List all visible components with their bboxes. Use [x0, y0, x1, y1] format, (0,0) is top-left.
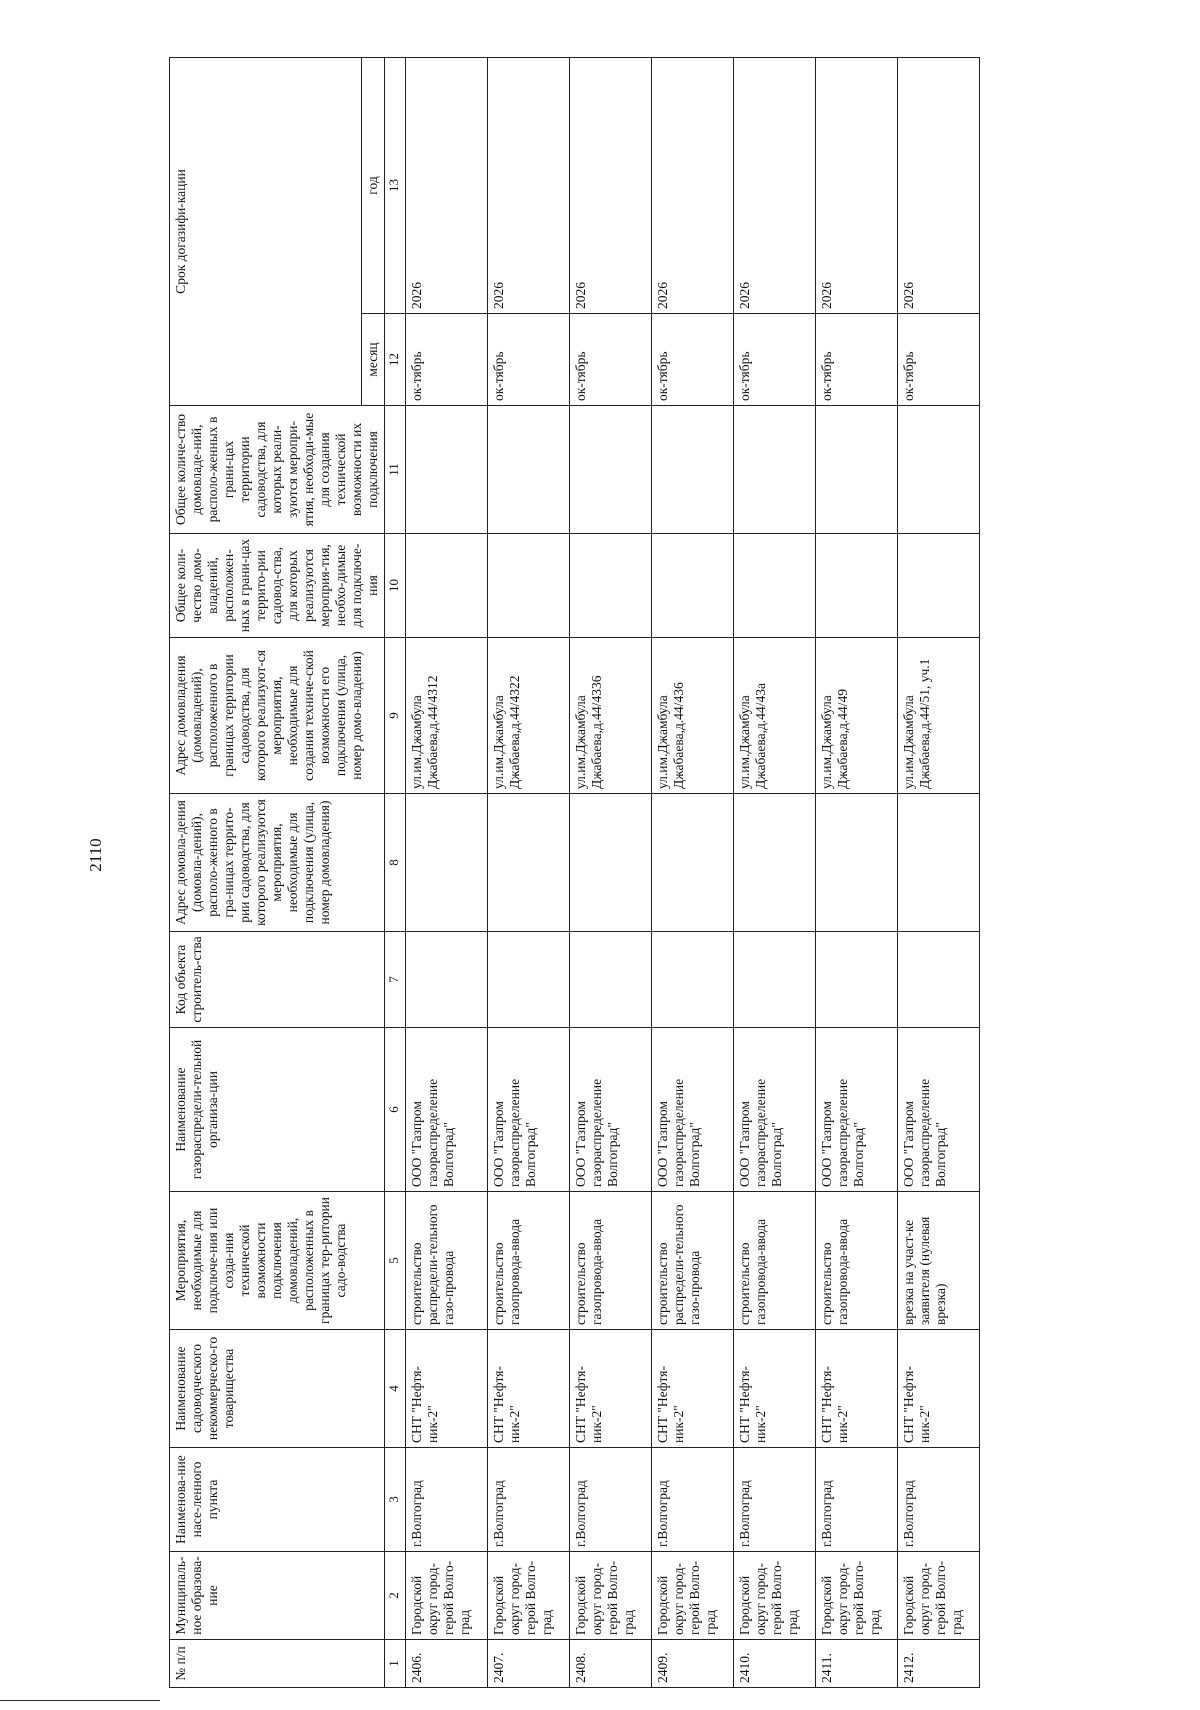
- column-number: 3: [385, 1448, 406, 1552]
- row-count-connection: [406, 534, 488, 638]
- column-number-row: [385, 57, 406, 1687]
- row-address-connection: [652, 794, 734, 932]
- row-count-capability: [734, 406, 816, 534]
- row-snt: СНТ "Нефтя-ник-2": [734, 1330, 816, 1448]
- column-number: 6: [385, 1028, 406, 1192]
- header-snt: Наименование садоводческого некоммерческо-го товарищества: [170, 1330, 385, 1448]
- row-event: строительство распредели-тельного газо-провода: [406, 1192, 488, 1330]
- row-month: ок-тябрь: [898, 314, 980, 406]
- row-address-capability: ул.им.Джамбула Джабаева,д.44/51, уч.1: [898, 638, 980, 794]
- row-object-code: [816, 932, 898, 1028]
- column-number: 13: [385, 57, 406, 313]
- row-count-connection: [488, 534, 570, 638]
- row-object-code: [652, 932, 734, 1028]
- row-organization: ООО "Газпром газораспределение Волгоград": [898, 1028, 980, 1192]
- row-municipality: Городской округ город-герой Волго-град: [816, 1552, 898, 1640]
- row-settlement: г.Волгоград: [406, 1448, 488, 1552]
- row-address-capability: ул.им.Джамбула Джабаева,д.44/4312: [406, 638, 488, 794]
- row-municipality: Городской округ город-герой Волго-град: [734, 1552, 816, 1640]
- row-address-connection: [570, 794, 652, 932]
- row-number: 2411.: [816, 1640, 898, 1688]
- row-count-connection: [652, 534, 734, 638]
- header-month: месяц: [362, 314, 385, 406]
- row-settlement: г.Волгоград: [570, 1448, 652, 1552]
- column-number: 2: [385, 1552, 406, 1640]
- row-organization: ООО "Газпром газораспределение Волгоград": [652, 1028, 734, 1192]
- row-count-capability: [652, 406, 734, 534]
- row-event: врезка на участ-ке заявителя (нулевая врезка): [898, 1192, 980, 1330]
- table-row: [898, 57, 980, 1687]
- row-address-connection: [488, 794, 570, 932]
- header-address-connection: Адрес домовла-дения (домовла-дений), располо-женного в гра-ницах террито-рии садоводства, для которого реализуются мероприятия, необходимые для подключения (улица, номер домовладения): [170, 794, 385, 932]
- row-count-connection: [898, 534, 980, 638]
- row-municipality: Городской округ город-герой Волго-град: [488, 1552, 570, 1640]
- header-count-capability: Общее количе-ство домовладе-ний, располо-женных в грани-цах территории садоводства, для которых реали-зуются меропри-ятия, необходи-мые для создания технической возможности их подключения: [170, 406, 385, 534]
- row-snt: СНТ "Нефтя-ник-2": [488, 1330, 570, 1448]
- table-row: [652, 57, 734, 1687]
- row-organization: ООО "Газпром газораспределение Волгоград": [488, 1028, 570, 1192]
- row-month: ок-тябрь: [734, 314, 816, 406]
- row-count-capability: [816, 406, 898, 534]
- row-number: 2407.: [488, 1640, 570, 1688]
- header-count-connection: Общее коли-чество домо-владений, расположен-ных в грани-цах террито-рии садовод-ства, для которых реализуются мероприя-тия, необхо-димые для подключе-ния: [170, 534, 385, 638]
- header-settlement: Наименова-ние насе-ленного пункта: [170, 1448, 385, 1552]
- row-organization: ООО "Газпром газораспределение Волгоград": [816, 1028, 898, 1192]
- header-year: год: [362, 57, 385, 313]
- row-settlement: г.Волгоград: [816, 1448, 898, 1552]
- row-year: 2026: [652, 57, 734, 313]
- row-count-connection: [734, 534, 816, 638]
- table-body: [406, 57, 980, 1687]
- row-address-capability: ул.им.Джамбула Джабаева,д.44/4322: [488, 638, 570, 794]
- bottom-rule: [0, 1700, 160, 1701]
- column-number: 4: [385, 1330, 406, 1448]
- row-object-code: [570, 932, 652, 1028]
- row-event: строительство газопровода-ввода: [816, 1192, 898, 1330]
- row-settlement: г.Волгоград: [898, 1448, 980, 1552]
- row-count-capability: [570, 406, 652, 534]
- row-snt: СНТ "Нефтя-ник-2": [570, 1330, 652, 1448]
- row-municipality: Городской округ город-герой Волго-град: [652, 1552, 734, 1640]
- table-row: [816, 57, 898, 1687]
- row-settlement: г.Волгоград: [652, 1448, 734, 1552]
- row-number: 2409.: [652, 1640, 734, 1688]
- row-number: 2410.: [734, 1640, 816, 1688]
- row-object-code: [898, 932, 980, 1028]
- row-address-connection: [406, 794, 488, 932]
- header-num: № п/п: [170, 1640, 385, 1688]
- column-number: 5: [385, 1192, 406, 1330]
- column-number: 7: [385, 932, 406, 1028]
- row-number: 2408.: [570, 1640, 652, 1688]
- table-header: [170, 57, 406, 1687]
- row-year: 2026: [734, 57, 816, 313]
- row-snt: СНТ "Нефтя-ник-2": [816, 1330, 898, 1448]
- row-event: строительство газопровода-ввода: [570, 1192, 652, 1330]
- row-month: ок-тябрь: [406, 314, 488, 406]
- row-month: ок-тябрь: [816, 314, 898, 406]
- row-municipality: Городской округ город-герой Волго-град: [406, 1552, 488, 1640]
- row-object-code: [406, 932, 488, 1028]
- gasification-table: [169, 57, 980, 1688]
- row-event: строительство распредели-тельного газо-провода: [652, 1192, 734, 1330]
- row-snt: СНТ "Нефтя-ник-2": [898, 1330, 980, 1448]
- row-number: 2412.: [898, 1640, 980, 1688]
- header-municipality: Муниципаль-ное образова-ние: [170, 1552, 385, 1640]
- row-organization: ООО "Газпром газораспределение Волгоград": [406, 1028, 488, 1192]
- header-object-code: Код объекта строитель-ства: [170, 932, 385, 1028]
- row-address-capability: ул.им.Джамбула Джабаева,д.44/43а: [734, 638, 816, 794]
- page-number: 2110: [86, 838, 105, 872]
- row-object-code: [734, 932, 816, 1028]
- row-event: строительство газопровода-ввода: [488, 1192, 570, 1330]
- row-address-connection: [734, 794, 816, 932]
- row-snt: СНТ "Нефтя-ник-2": [406, 1330, 488, 1448]
- row-month: ок-тябрь: [570, 314, 652, 406]
- row-count-connection: [816, 534, 898, 638]
- row-count-capability: [406, 406, 488, 534]
- row-object-code: [488, 932, 570, 1028]
- row-address-connection: [816, 794, 898, 932]
- row-address-capability: ул.им.Джамбула Джабаева,д.44/4336: [570, 638, 652, 794]
- row-count-capability: [488, 406, 570, 534]
- header-organization: Наименование газораспредели-тельной организа-ции: [170, 1028, 385, 1192]
- row-month: ок-тябрь: [488, 314, 570, 406]
- row-count-connection: [570, 534, 652, 638]
- row-address-connection: [898, 794, 980, 932]
- row-year: 2026: [898, 57, 980, 313]
- header-events: Мероприятия, необходимые для подключе-ния или созда-ния технической возможности подключения домовладений, расположенных в границах тер-ритории садо-водства: [170, 1192, 385, 1330]
- row-municipality: Городской округ город-герой Волго-град: [898, 1552, 980, 1640]
- table-row: [406, 57, 488, 1687]
- header-deadline: Срок догазифи-кации: [170, 57, 362, 405]
- row-event: строительство газопровода-ввода: [734, 1192, 816, 1330]
- row-settlement: г.Волгоград: [488, 1448, 570, 1552]
- row-year: 2026: [406, 57, 488, 313]
- row-snt: СНТ "Нефтя-ник-2": [652, 1330, 734, 1448]
- row-year: 2026: [570, 57, 652, 313]
- column-number: 8: [385, 794, 406, 932]
- column-number: 9: [385, 638, 406, 794]
- row-settlement: г.Волгоград: [734, 1448, 816, 1552]
- row-municipality: Городской округ город-герой Волго-град: [570, 1552, 652, 1640]
- row-year: 2026: [816, 57, 898, 313]
- column-number: 10: [385, 534, 406, 638]
- header-address-capability: Адрес домовладения (домовладений), расположенного в границах территории садоводства, для которого реализуют-ся мероприятия, необходимые для создания техниче-ской возможности его подключения (улица, номер домо-владения): [170, 638, 385, 794]
- row-year: 2026: [488, 57, 570, 313]
- row-organization: ООО "Газпром газораспределение Волгоград": [570, 1028, 652, 1192]
- column-number: 1: [385, 1640, 406, 1688]
- row-address-capability: ул.им.Джамбула Джабаева,д.44/436: [652, 638, 734, 794]
- column-number: 12: [385, 314, 406, 406]
- table-row: [488, 57, 570, 1687]
- table-row: [570, 57, 652, 1687]
- row-count-capability: [898, 406, 980, 534]
- table-row: [734, 57, 816, 1687]
- row-address-capability: ул.им.Джамбула Джабаева,д.44/49: [816, 638, 898, 794]
- column-number: 11: [385, 406, 406, 534]
- row-number: 2406.: [406, 1640, 488, 1688]
- row-organization: ООО "Газпром газораспределение Волгоград": [734, 1028, 816, 1192]
- row-month: ок-тябрь: [652, 314, 734, 406]
- rotated-table-wrapper: [169, 58, 1196, 1688]
